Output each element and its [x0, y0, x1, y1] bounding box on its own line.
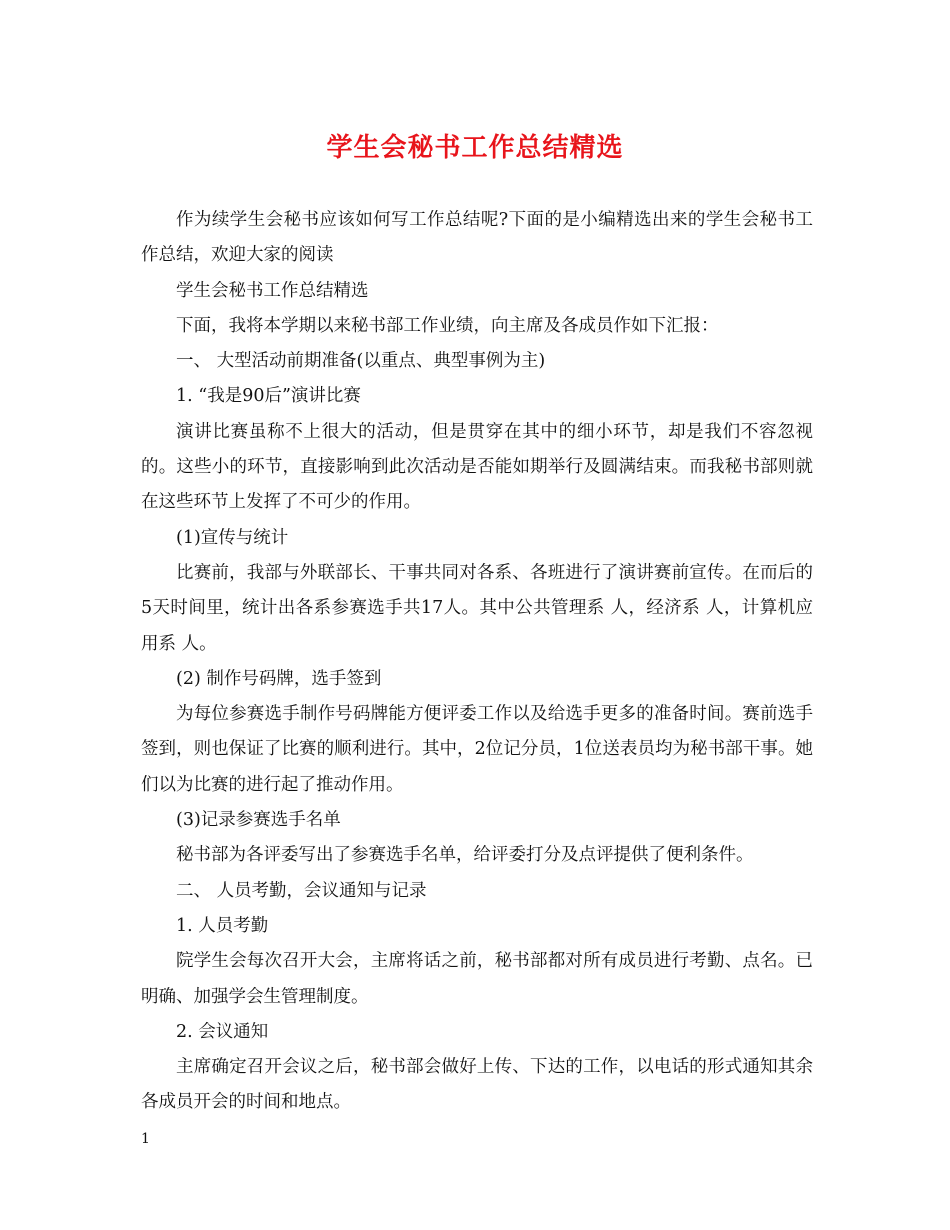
- paragraph-attendance: 院学生会每次召开大会，主席将话之前，秘书部都对所有成员进行考勤、点名。已明确、加强学会生管理制度。: [141, 951, 813, 1007]
- paragraph-number-cards: 为每位参赛选手制作号码牌能方便评委工作以及给选手更多的准备时间。赛前选手签到，则也保证了比赛的顺利进行。其中，2位记分员，1位送表员均为秘书部干事。她们以为比赛的进行起了推动作用。: [141, 704, 813, 795]
- item-heading-contestant-list: (3)记录参赛选手名单: [176, 810, 341, 831]
- section-heading-1: 一、 大型活动前期准备(以重点、典型事例为主): [176, 351, 546, 372]
- paragraph-intro: 作为续学生会秘书应该如何写工作总结呢?下面的是小编精选出来的学生会秘书工作总结，欢迎大家的阅读: [141, 210, 813, 266]
- subsection-heading-2-1: 1. 人员考勤: [176, 915, 269, 936]
- paragraph-contestant-list: 秘书部为各评委写出了参赛选手名单，给评委打分及点评提供了便利条件。: [176, 845, 754, 866]
- paragraph-speech-contest: 演讲比赛虽称不上很大的活动，但是贯穿在其中的细小环节，却是我们不容忽视的。这些小的环节，直接影响到此次活动是否能如期举行及圆满结束。而我秘书部则就在这些环节上发挥了不可少的作用。: [141, 421, 813, 513]
- section-heading-2: 二、 人员考勤，会议通知与记录: [176, 880, 427, 901]
- paragraph-publicity: 比赛前，我部与外联部长、干事共同对各系、各班进行了演讲赛前宣传。在而后的5天时间里，统计出各系参赛选手共17人。其中公共管理系 人，经济系 人，计算机应用系 人。: [141, 562, 813, 654]
- item-heading-publicity: (1)宣传与统计: [176, 527, 289, 548]
- paragraph-report-lead: 下面，我将本学期以来秘书部工作业绩，向主席及各成员作如下汇报：: [176, 315, 719, 336]
- subsection-heading-1-1: 1. “我是90后”演讲比赛: [176, 386, 361, 407]
- paragraph-meeting-notice: 主席确定召开会议之后，秘书部会做好上传、下达的工作，以电话的形式通知其余各成员开会的时间和地点。: [141, 1057, 813, 1113]
- item-heading-number-cards: (2) 制作号码牌，选手签到: [176, 668, 382, 689]
- subsection-heading-2-2: 2. 会议通知: [176, 1021, 269, 1042]
- document-body: [141, 203, 813, 1121]
- page-number: 1: [141, 1131, 150, 1147]
- document-title: 学生会秘书工作总结精选: [326, 133, 624, 163]
- paragraph-subtitle: 学生会秘书工作总结精选: [176, 280, 369, 301]
